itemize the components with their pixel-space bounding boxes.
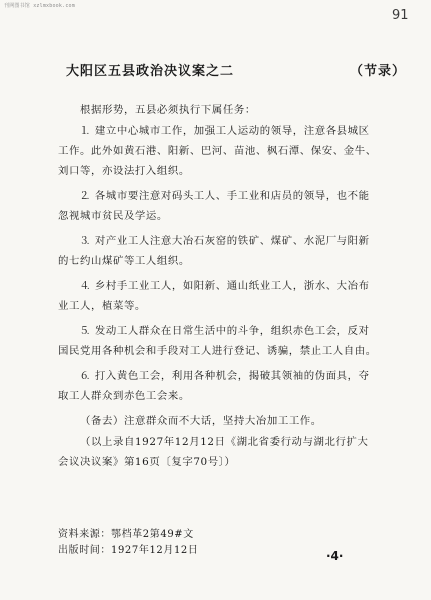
document-body	[58, 100, 378, 477]
source-label: 资料来源：	[58, 529, 111, 540]
document-title	[66, 60, 406, 79]
date-label: 出版时间：	[58, 545, 111, 556]
date-value: 1927年12月12日	[111, 545, 199, 556]
task-item-4: ⒋ 乡村手工业工人，如阳新、通山纸业工人，浙水、大冶布业工人，植菜等。	[58, 280, 370, 312]
intro-paragraph: 根据形势，五县必须执行下属任务：	[80, 104, 256, 116]
source-value: 鄂档革2第49#文	[111, 529, 194, 540]
page-number: ·4·	[326, 549, 344, 563]
closing-paragraph: （备去）注意群众而不大话，坚持大冶加工工作。	[80, 415, 322, 427]
task-item-2: ⒉ 各城市要注意对码头工人、手工业和店员的领导，也不能忽视城市贫民及学运。	[58, 190, 370, 222]
handwritten-page-mark: 91	[392, 8, 409, 23]
task-item-6: ⒍ 打入黄色工会，利用各种机会，揭破其领袖的伪面具，夺取工人群众到赤色工会来。	[58, 370, 370, 402]
source-line	[58, 527, 378, 543]
title-note: （节录）	[349, 64, 406, 79]
source-note: （以上录自1927年12月12日《湖北省委行动与湖北行扩大会议决议案》第16页〔复字70号〕）	[58, 436, 369, 468]
watermark: 刊网图书馆 xzlmxbook.com	[4, 3, 75, 9]
task-item-1: ⒈ 建立中心城市工作，加强工人运动的领导，注意各县城区工作。此外如黄石港、阳新、巴河、苗池、枫石潭、保安、金牛、刘口等，亦设法打入组织。	[58, 125, 377, 177]
task-item-3: ⒊ 对产业工人注意大冶石灰窑的铁矿、煤矿、水泥厂与阳新的七约山煤矿等工人组织。	[58, 235, 370, 267]
title-text: 大阳区五县政治决议案之二	[66, 64, 235, 79]
task-item-5: ⒌ 发动工人群众在日常生活中的斗争，组织赤色工会，反对国民党用各种机会和手段对工人进行登记、诱骗，禁止工人自由。	[58, 325, 377, 357]
